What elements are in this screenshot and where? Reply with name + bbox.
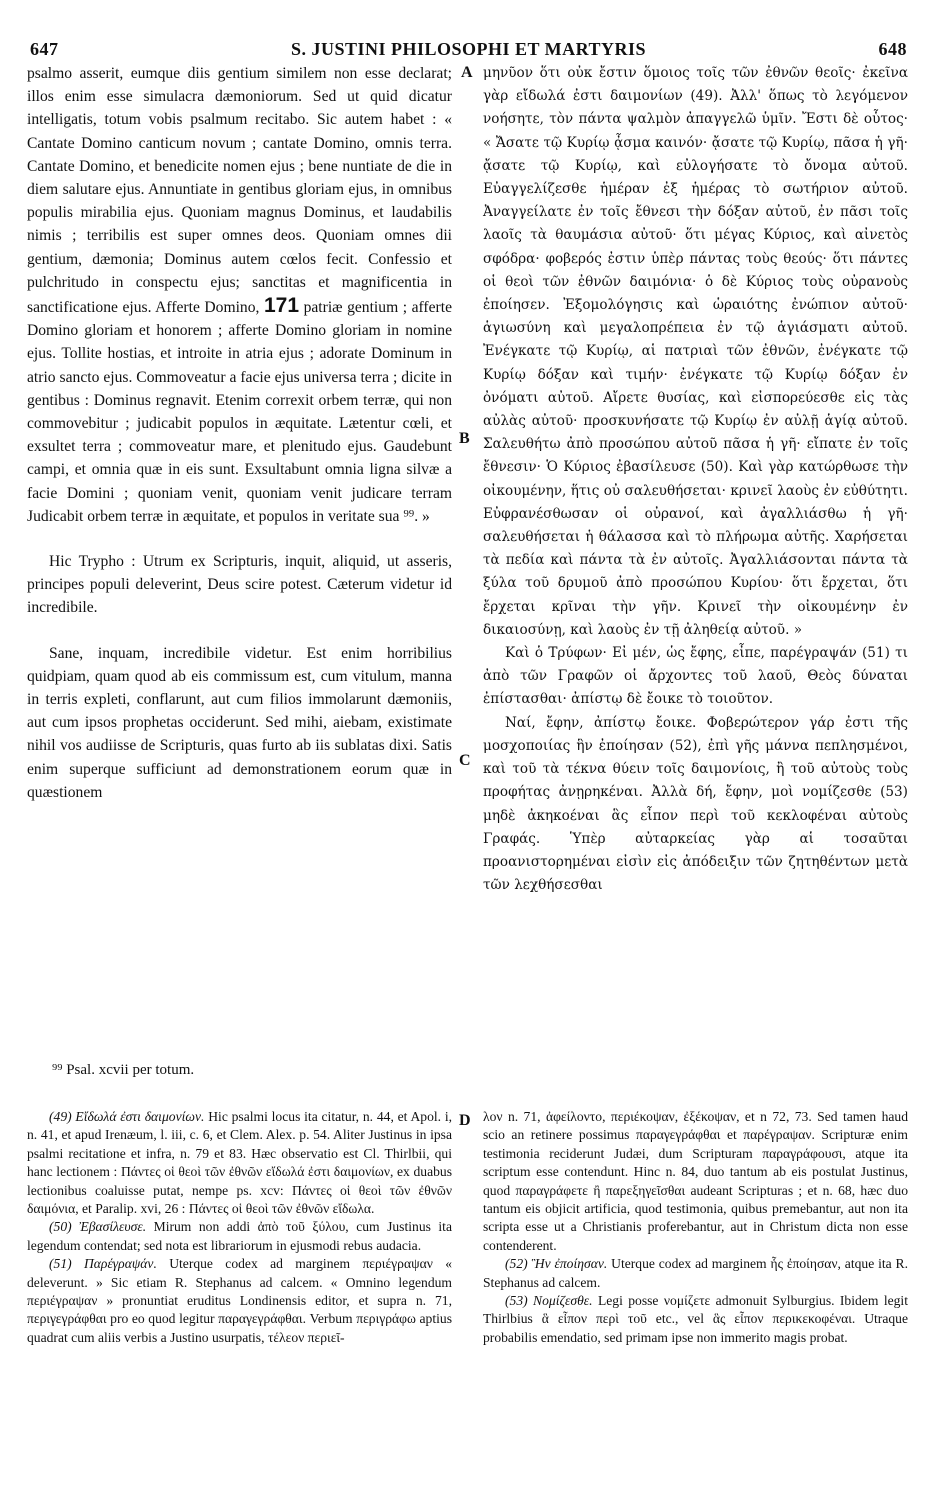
page-number-left: 647	[30, 38, 59, 59]
note-50-text: Mirum non addi ἀπὸ τοῦ ξύλου, cum Justinus ita legendum contendat; sed nota est librariorum in ejusmodi rebus audacia.	[27, 1219, 452, 1253]
running-title: S. JUSTINI PHILOSOPHI ET MARTYRIS	[290, 38, 647, 59]
margin-marker-b: B	[459, 430, 470, 447]
greek-paragraph-1: μηνῦον ὅτι οὐκ ἔστιν ὅμοιος τοῖς τῶν ἐθνῶν θεοῖς· ἐκεῖνα γὰρ εἴδωλά ἐστι δαιμονίων (49). Ἀλλ' ὅπως τὸ λεγόμενον νοήσητε, τὸν πάντα ψαλμὸν ἀπαγγελῶ ὑμῖν. Ἔστι δὲ οὗτος· « Ἄσατε τῷ Κυρίῳ ᾆσμα καινόν· ᾄσατε τῷ Κυρίῳ, πᾶσα ἡ γῆ· ᾄσατε τῷ Κυρίῳ, καὶ εὐλογήσατε τὸ ὄνομα αὐτοῦ. Εὐαγγελίζεσθε ἡμέραν ἐξ ἡμέρας τὸ σωτήριον αὐτοῦ. Ἀναγγείλατε ἐν τοῖς ἔθνεσι τὴν δόξαν αὐτοῦ, ἐν πᾶσι τοῖς λαοῖς τὰ θαυμάσια αὐτοῦ· ὅτι μέγας Κύριος, καὶ αἰνετὸς σφόδρα· φοβερός ἐστιν ὑπὲρ πάντας τοὺς θεούς· ὅτι πάντες οἱ θεοὶ τῶν ἐθνῶν δαιμόνια· ὁ δὲ Κύριος τοὺς οὐρανοὺς ἐποίησεν. Ἐξομολόγησις καὶ ὡραιότης ἐνώπιον αὐτοῦ· ἁγιωσύνη καὶ μεγαλοπρέπεια ἐν τῷ ἁγιάσματι αὐτοῦ. Ἐνέγκατε τῷ Κυρίῳ, αἱ πατριαὶ τῶν ἐθνῶν, ἐνέγκατε τῷ Κυρίῳ δόξαν καὶ τιμήν· ἐνέγκατε τῷ Κυρίῳ δόξαν ἐν ὀνόματι αὐτοῦ. Αἴρετε θυσίας, καὶ εἰσπορεύεσθε εἰς τὰς αὐλὰς αὐτοῦ· προσκυνήσατε τῷ Κυρίῳ ἐν αὐλῇ ἁγίᾳ αὐτοῦ. Σαλευθήτω ἀπὸ προσώπου αὐτοῦ πᾶσα ἡ γῆ· εἴπατε ἐν τοῖς ἔθνεσιν· Ὁ Κύριος ἐβασίλευσε (50). Καὶ γὰρ κατώρθωσε τὴν οἰκουμένην, ἥτις οὐ σαλευθήσεται· κρινεῖ λαοὺς ἐν εὐθύτητι. Εὐφρανέσθωσαν οἱ οὐρανοί, καὶ ἀγαλλιάσθω ἡ γῆ· σαλευθήσεται ἡ θάλασσα καὶ τὸ πλήρωμα αὐτῆς. Χαρήσεται τὰ πεδία καὶ πάντα τὰ ἐν αὐτοῖς. Ἀγαλλιάσονται πάντα τὰ ξύλα τοῦ δρυμοῦ ἀπὸ προσώπου Κυρίου· ὅτι ἔρχεται, ὅτι ἔρχεται κρῖναι τὴν γῆν. Κρινεῖ τὴν οἰκουμένην ἐν δικαιοσύνῃ, καὶ λαοὺς ἐν τῇ ἀληθείᾳ αὐτοῦ. »	[483, 65, 908, 638]
note-53-lemma: (53) Νομίζεσθε.	[505, 1293, 593, 1309]
latin-paragraph-3: Sane, inquam, incredibile videtur. Est enim horribilius quidpiam, quam quod ab eis commissum est, cum vitulum, manna in terris expleti, conflarunt, aut cum filios immolarunt dæmoniis, aut cum ipsos prophetas occiderunt. Sed mihi, aiebam, existimate nihil vos audiisse de Scripturis, quas furto ab iis sublatas dixi. Satis enim superque sufficiunt ad demonstrationem eorum quæ in quæstionem	[27, 644, 452, 801]
greek-paragraph-2: Καὶ ὁ Τρύφων· Εἰ μέν, ὡς ἔφης, εἶπε, παρέγραψάν (51) τι ἀπὸ τῶν Γραφῶν οἱ ἄρχοντες τοῦ λαοῦ, Θεὸς δύναται ἐπίστασθαι· ἀπίστῳ δὲ ἔοικε τὸ τοιοῦτον.	[483, 645, 908, 708]
note-51	[27, 1255, 452, 1347]
latin-column	[27, 62, 452, 804]
note-52	[483, 1255, 908, 1292]
notes-right-column	[483, 1108, 908, 1347]
scripture-footnote: ⁹⁹ Psal. xcvii per totum.	[52, 1062, 195, 1078]
latin-paragraph-2: Hic Trypho : Utrum ex Scripturis, inquit, aliquid, ut asseris, principes populi deleverint, Deus scire potest. Cæterum videtur id incredibile.	[27, 553, 452, 617]
note-49-lemma: (49) Εἴδωλά ἐστι δαιμονίων.	[49, 1109, 205, 1124]
margin-marker-a: A	[461, 64, 473, 81]
margin-marker-c: C	[459, 752, 471, 769]
note-50	[27, 1218, 452, 1255]
note-51-text: Uterque codex ad marginem περιέγραψαν « deleverunt. » Sic etiam R. Stephanus ad calcem. « Omnino legendum περιέγραψαν » pronuntiat eruditus Londinensis editor, et supra n. 71, περιγεγράφθαι pro eo quod legitur παραγεγράφθαι. Verbum περιγράφω aptius quadrat cum aliis verbis a Justino usurpatis, τέλεον περιεῖ-	[27, 1256, 452, 1345]
greek-column	[483, 62, 908, 897]
margin-marker-d: D	[459, 1112, 471, 1129]
note-51-continued: λον n. 71, ἀφείλοντο, περιέκοψαν, ἐξέκοψαν, et n 72, 73. Sed tamen haud scio an retinere possimus παραγεγράφθαι et παρέγραψαν. Scripturæ enim testimonia reciderunt Judæi, dum Scripturam παραγράφουσι, atque ita scriptum esse contendunt. Hinc n. 84, duo tantum ab eis postulat Justinus, quod παραγράφετε ἢ παρεξηγεῖσθαι audeant Scripturas ; et n. 68, hæc duo tantum eis objicit artificia, quod testimonia, quibus premebantur, aut non ita scripta esse ut a Christianis proferebantur, aut in Christum dicta non esse contenderent.	[483, 1109, 908, 1253]
latin-paragraph-1	[27, 62, 452, 528]
note-53	[483, 1292, 908, 1347]
greek-paragraph-3: Ναί, ἔφην, ἀπίστῳ ἔοικε. Φοβερώτερον γάρ ἐστι τῆς μοσχοποιίας ἣν ἐποίησαν (52), ἐπὶ γῆς μάννα πεπλησμένοι, καὶ τοῦ τὰ τέκνα θύειν τοῖς δαιμονίοις, ἢ τοῦ αὐτοὺς τοὺς προφήτας ἀνῃρηκέναι. Ἀλλὰ δή, ἔφην, μοὶ νομίζεσθε (53) μηδὲ ἀκηκοέναι ἃς εἶπον περὶ τοῦ κεκλοφέναι αὐτοὺς Γραφάς. Ὑπὲρ αὐταρκείας γὰρ αἱ τοσαῦται προανιστορημέναι εἰσὶν εἰς ἀπόδειξιν τῶν ζητηθέντων μετὰ τῶν λεχθήσεσθαι	[483, 714, 908, 894]
column-number-171: 171	[263, 294, 300, 318]
notes-left-column	[27, 1108, 452, 1347]
note-52-lemma: (52) Ἣν ἐποίησαν.	[505, 1256, 608, 1272]
note-53-text: Legi posse νομίζετε admonuit Sylburgius. Ibidem legit Thirlbius ἃ εἶπον περὶ τοῦ etc., vel ἃς εἶπον περικεκοφέναι. Utraque probabilis emendatio, sed primam ipse non immerito magis probat.	[483, 1293, 908, 1345]
page-number-right: 648	[878, 38, 907, 59]
page-header	[30, 37, 907, 61]
latin-paragraph-1-part-a: psalmo asserit, eumque diis gentium similem non esse declarat; illos enim esse simulacra dæmoniorum. Sed ut quid dicatur intelligatis, totum vobis psalmum recitabo. Sic autem habet : « Cantate Domino canticum novum ; cantate Domino, omnis terra. Cantate Domino, et benedicite nomen ejus ; bene nuntiate de die in diem salutare ejus. Annuntiate in gentibus gloriam ejus, in omnibus populis mirabilia ejus. Quoniam magnus Dominus, et laudabilis nimis ; terribilis est super omnes deos. Quoniam omnes dii gentium, dæmonia; Dominus autem cœlos fecit. Confessio et pulchritudo in conspectu ejus; sanctitas et magnificentia in sanctificatione ejus. Afferte Domino,	[27, 65, 452, 317]
latin-paragraph-1-part-b: patriæ gentium ; afferte Domino gloriam et honorem ; afferte Domino gloriam in nomine ejus. Tollite hostias, et introite in atria ejus ; adorate Dominum in atrio sancto ejus. Commoveatur a facie ejus universa terra ; dicite in gentibus : Dominus regnavit. Etenim correxit orbem terræ, qui non commovebitur ; judicabit populos in æquitate. Lætentur cœli, et exsultet terra ; commoveatur mare, et plenitudo ejus. Gaudebunt campi, et omnia quæ in eis sunt. Exsultabunt omnia ligna silvæ a facie Domini ; quoniam venit, quoniam venit judicare terram Judicabit orbem terræ in æquitate, et populos in veritate sua ⁹⁹. »	[27, 299, 452, 525]
note-51-lemma: (51) Παρέγραψάν.	[49, 1256, 157, 1272]
note-50-lemma: (50) Ἐβασίλευσε.	[49, 1219, 147, 1235]
note-49-text: Hic psalmi locus ita citatur, n. 44, et Apol. i, n. 41, et apud Irenæum, l. iii, c. 6, et Clem. Alex. p. 54. Aliter Justinus in ipsa psalmi recitatione et infra, n. 79 et 83. Hæc observatio est Cl. Thirlbii, qui hanc lectionem : Πάντες οἱ θεοὶ τῶν ἐθνῶν εἴδωλά ἐστι δαιμονίων, ex duabus lectionibus coaluisse putat, nempe ps. xcv: Πάντες οἱ θεοὶ τῶν ἐθνῶν δαιμόνια, et Paralip. xvi, 26 : Πάντες οἱ θεοὶ τῶν ἐθνῶν εἴδωλα.	[27, 1109, 453, 1217]
note-52-text: Uterque codex ad marginem ἧς ἐποίησαν, atque ita R. Stephanus ad calcem.	[483, 1256, 908, 1290]
note-49	[27, 1108, 452, 1218]
